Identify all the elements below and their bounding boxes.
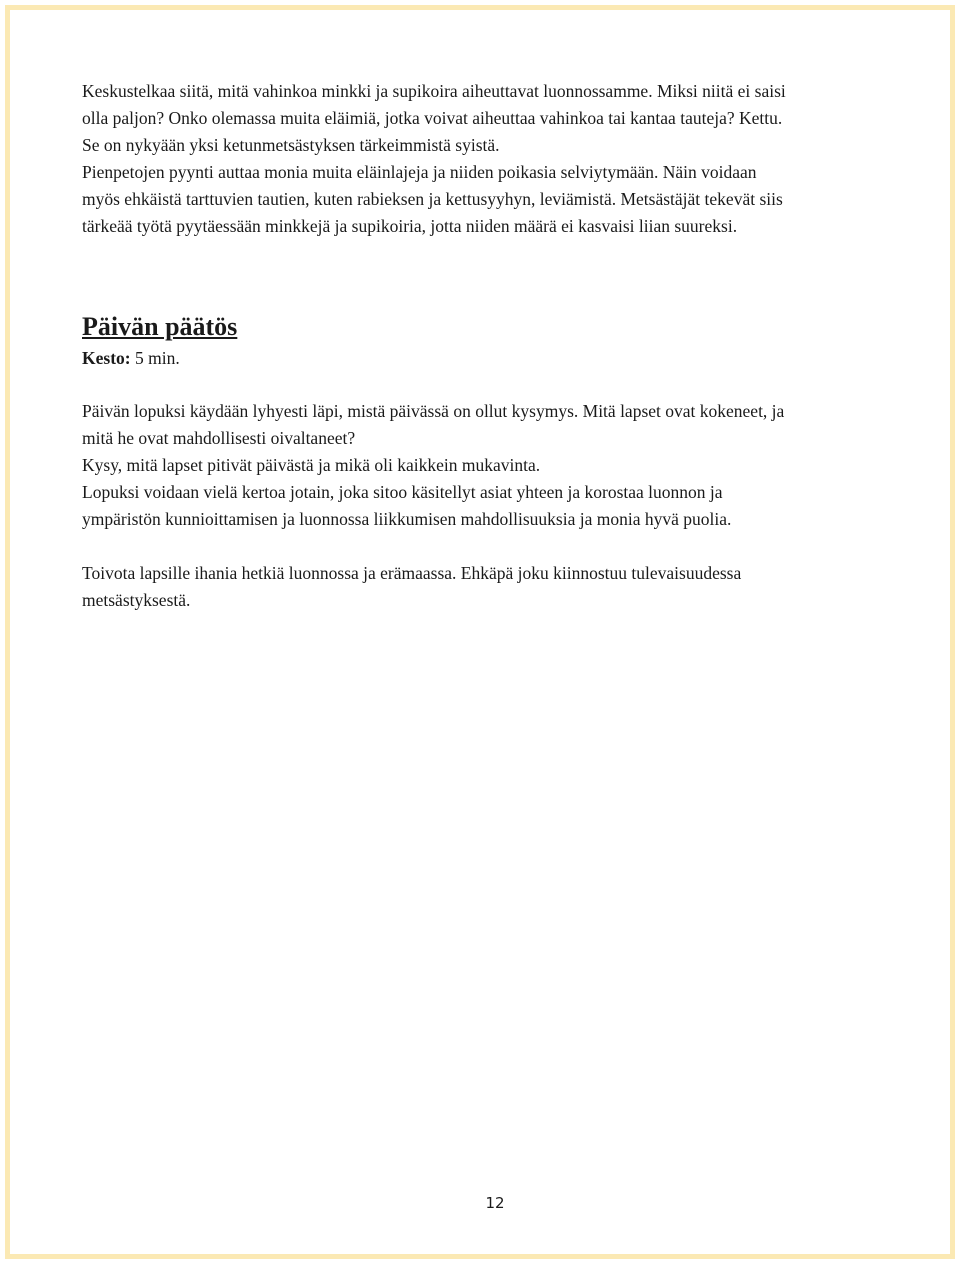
intro-line: myös ehkäistä tarttuvien tautien, kuten rabieksen ja kettusyyhyn, leviämistä. Metsästäjät tekevät siis <box>82 189 783 209</box>
intro-paragraph <box>82 78 902 240</box>
duration <box>82 344 902 372</box>
section-title: Päivän päätös <box>82 312 238 341</box>
intro-line: tärkeää työtä pyytäessään minkkejä ja supikoiria, jotta niiden määrä ei kasvaisi liian suureksi. <box>82 216 738 236</box>
intro-line: Keskustelkaa siitä, mitä vahinkoa minkki ja supikoira aiheuttavat luonnossamme. Miksi niitä ei saisi <box>82 81 786 101</box>
duration-value: 5 min. <box>130 348 180 368</box>
summary-line: mitä he ovat mahdollisesti oivaltaneet? <box>82 428 356 448</box>
closing-paragraph <box>82 560 902 614</box>
document-body <box>82 78 902 614</box>
closing-line: Toivota lapsille ihania hetkiä luonnossa ja erämaassa. Ehkäpä joku kiinnostuu tulevaisuudessa <box>82 563 742 583</box>
summary-line: Lopuksi voidaan vielä kertoa jotain, joka sitoo käsitellyt asiat yhteen ja korostaa luonnon ja <box>82 482 723 502</box>
intro-line: olla paljon? Onko olemassa muita eläimiä, jotka voivat aiheuttaa vahinkoa tai kantaa tauteja? Kettu. <box>82 108 783 128</box>
intro-line: Se on nykyään yksi ketunmetsästyksen tärkeimmistä syistä. <box>82 135 500 155</box>
closing-line: metsästyksestä. <box>82 590 191 610</box>
duration-label: Kesto: <box>82 348 131 368</box>
page-number: 12 <box>485 1194 505 1212</box>
summary-paragraph <box>82 398 902 533</box>
summary-line: Päivän lopuksi käydään lyhyesti läpi, mistä päivässä on ollut kysymys. Mitä lapset ovat kokeneet, ja <box>82 401 785 421</box>
intro-line: Pienpetojen pyynti auttaa monia muita eläinlajeja ja niiden poikasia selviytymään. Näin voidaan <box>82 162 757 182</box>
summary-line: Kysy, mitä lapset pitivät päivästä ja mikä oli kaikkein mukavinta. <box>82 455 541 475</box>
summary-line: ympäristön kunnioittamisen ja luonnossa liikkumisen mahdollisuuksia ja monia hyvä puolia. <box>82 509 732 529</box>
